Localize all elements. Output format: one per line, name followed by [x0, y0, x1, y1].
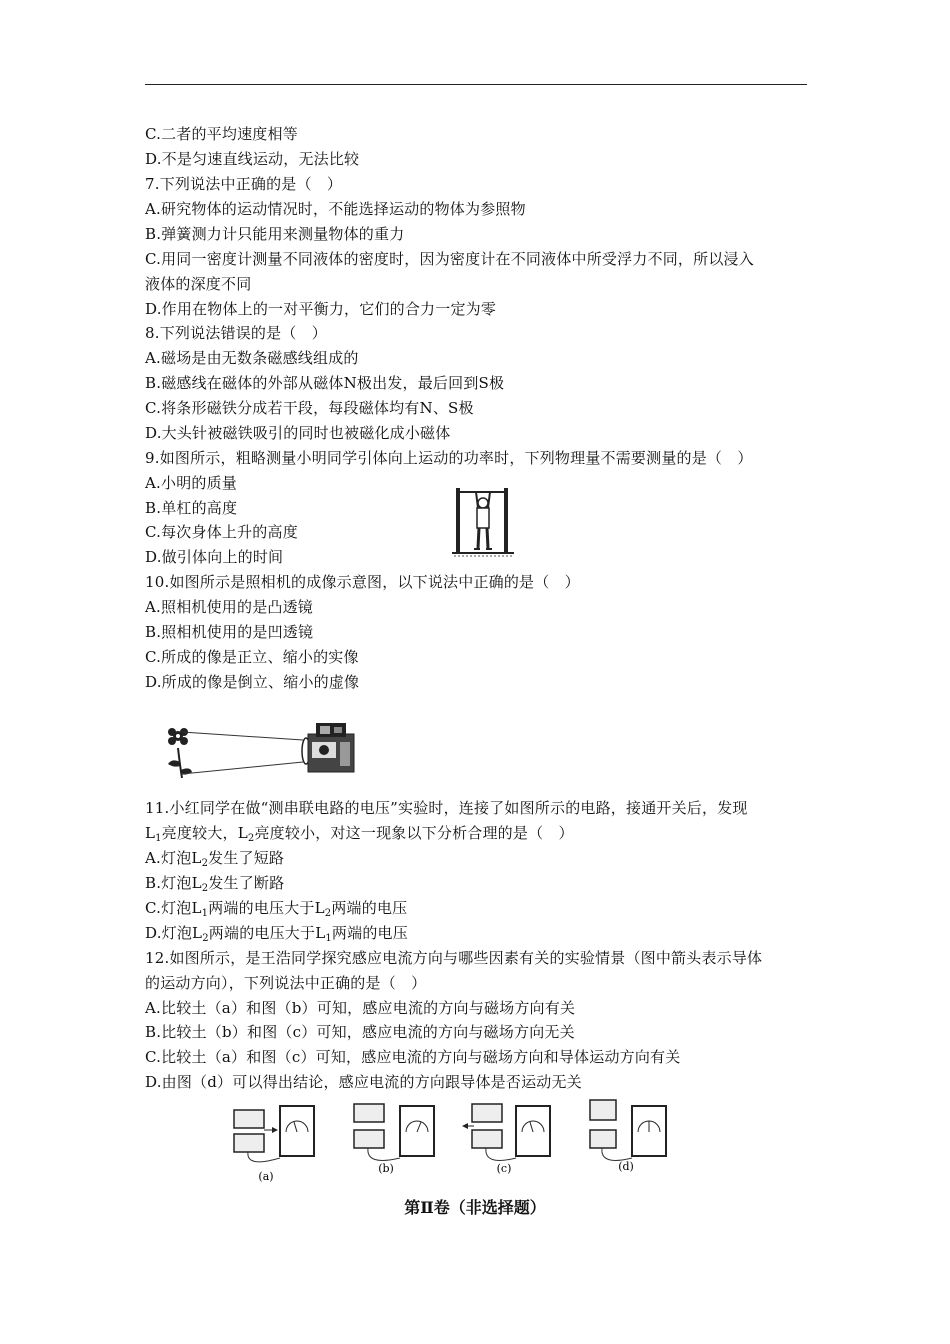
- text-fragment: 两端的电压大于L: [208, 899, 325, 917]
- text-line: B.单杠的高度: [145, 499, 238, 517]
- header-rule: [145, 84, 807, 85]
- induction-figures: [228, 1096, 678, 1184]
- text-line: 的运动方向），下列说法中正确的是（ ）: [145, 974, 427, 992]
- subscript: 1: [325, 933, 332, 944]
- text-line: D.所成的像是倒立、缩小的虚像: [145, 673, 360, 691]
- subscript: 2: [324, 908, 332, 919]
- text-line: D.做引体向上的时间: [145, 548, 284, 566]
- question-10: 10.如图所示是照相机的成像示意图，以下说法中正确的是（ ）: [145, 573, 580, 591]
- subscript: 2: [201, 883, 209, 894]
- text-line: [145, 923, 408, 949]
- text-line: [145, 848, 284, 874]
- text-line: D.大头针被磁铁吸引的同时也被磁化成小磁体: [145, 424, 451, 442]
- text-line: C.所成的像是正立、缩小的实像: [145, 648, 359, 666]
- question-7: 7.下列说法中正确的是（ ）: [145, 175, 343, 193]
- text-fragment: 两端的电压: [331, 899, 408, 917]
- figure-d: [590, 1100, 666, 1160]
- text-fragment: L: [145, 824, 156, 842]
- text-line: [145, 823, 574, 849]
- question-11: 11.小红同学在做“测串联电路的电压”实验时，连接了如图所示的电路，接通开关后，发现: [145, 799, 748, 817]
- figure-a: [234, 1106, 314, 1162]
- question-12: 12.如图所示，是王浩同学探究感应电流方向与哪些因素有关的实验情景（图中箭头表示导体: [145, 949, 763, 967]
- text-line: C.二者的平均速度相等: [145, 125, 298, 143]
- figure-b: [354, 1104, 434, 1160]
- text-line: A.小明的质量: [145, 474, 238, 492]
- text-fragment: 发生了短路: [208, 849, 285, 867]
- section-title: 第Ⅱ卷（非选择题）: [404, 1198, 546, 1217]
- text-line: A.磁场是由无数条磁感线组成的: [145, 349, 359, 367]
- text-fragment: A.灯泡L: [145, 849, 202, 867]
- text-fragment: 两端的电压: [331, 924, 408, 942]
- text-line: C.用同一密度计测量不同液体的密度时，因为密度计在不同液体中所受浮力不同，所以浸入: [145, 250, 754, 268]
- figure-c: [462, 1104, 550, 1160]
- figure-label-d: (d): [618, 1160, 634, 1173]
- subscript: 2: [202, 933, 209, 944]
- text-line: B.比较土（b）和图（c）可知，感应电流的方向与磁场方向无关: [145, 1023, 575, 1041]
- figure-label-a: (a): [258, 1170, 274, 1183]
- text-line: A.照相机使用的是凸透镜: [145, 598, 314, 616]
- figure-label-b: (b): [378, 1162, 394, 1175]
- text-line: D.不是匀速直线运动，无法比较: [145, 150, 360, 168]
- text-line: C.将条形磁铁分成若干段，每段磁体均有N、S极: [145, 399, 474, 417]
- text-line: B.弹簧测力计只能用来测量物体的重力: [145, 225, 405, 243]
- text-fragment: C.灯泡L: [145, 899, 202, 917]
- text-line: B.照相机使用的是凹透镜: [145, 623, 314, 641]
- text-line: D.作用在物体上的一对平衡力，它们的合力一定为零: [145, 300, 497, 318]
- text-line: B.磁感线在磁体的外部从磁体N极出发，最后回到S极: [145, 374, 505, 392]
- text-line: 液体的深度不同: [145, 275, 252, 293]
- question-9: 9.如图所示，粗略测量小明同学引体向上运动的功率时，下列物理量不需要测量的是（ ）: [145, 449, 753, 467]
- camera-figure: [160, 718, 360, 784]
- text-line: D.由图（d）可以得出结论，感应电流的方向跟导体是否运动无关: [145, 1073, 582, 1091]
- text-line: C.比较土（a）和图（c）可知，感应电流的方向与磁场方向和导体运动方向有关: [145, 1048, 681, 1066]
- text-line: [145, 873, 284, 899]
- text-line: A.比较土（a）和图（b）可知，感应电流的方向与磁场方向有关: [145, 999, 576, 1017]
- pull-up-figure: [452, 486, 516, 558]
- question-8: 8.下列说法错误的是（ ）: [145, 324, 327, 342]
- text-line: [145, 898, 407, 924]
- text-line: A.研究物体的运动情况时，不能选择运动的物体为参照物: [145, 200, 526, 218]
- subscript: 1: [155, 833, 162, 844]
- figure-label-c: (c): [496, 1162, 512, 1175]
- subscript: 2: [201, 858, 209, 869]
- text-fragment: 亮度较小，对这一现象以下分析合理的是（ ）: [254, 824, 574, 842]
- subscript: 2: [247, 833, 255, 844]
- text-fragment: 亮度较大，L: [161, 824, 248, 842]
- subscript: 1: [201, 908, 209, 919]
- text-fragment: 发生了断路: [208, 874, 285, 892]
- text-fragment: 两端的电压大于L: [208, 924, 326, 942]
- text-fragment: D.灯泡L: [145, 924, 203, 942]
- text-line: C.每次身体上升的高度: [145, 523, 298, 541]
- text-fragment: B.灯泡L: [145, 874, 202, 892]
